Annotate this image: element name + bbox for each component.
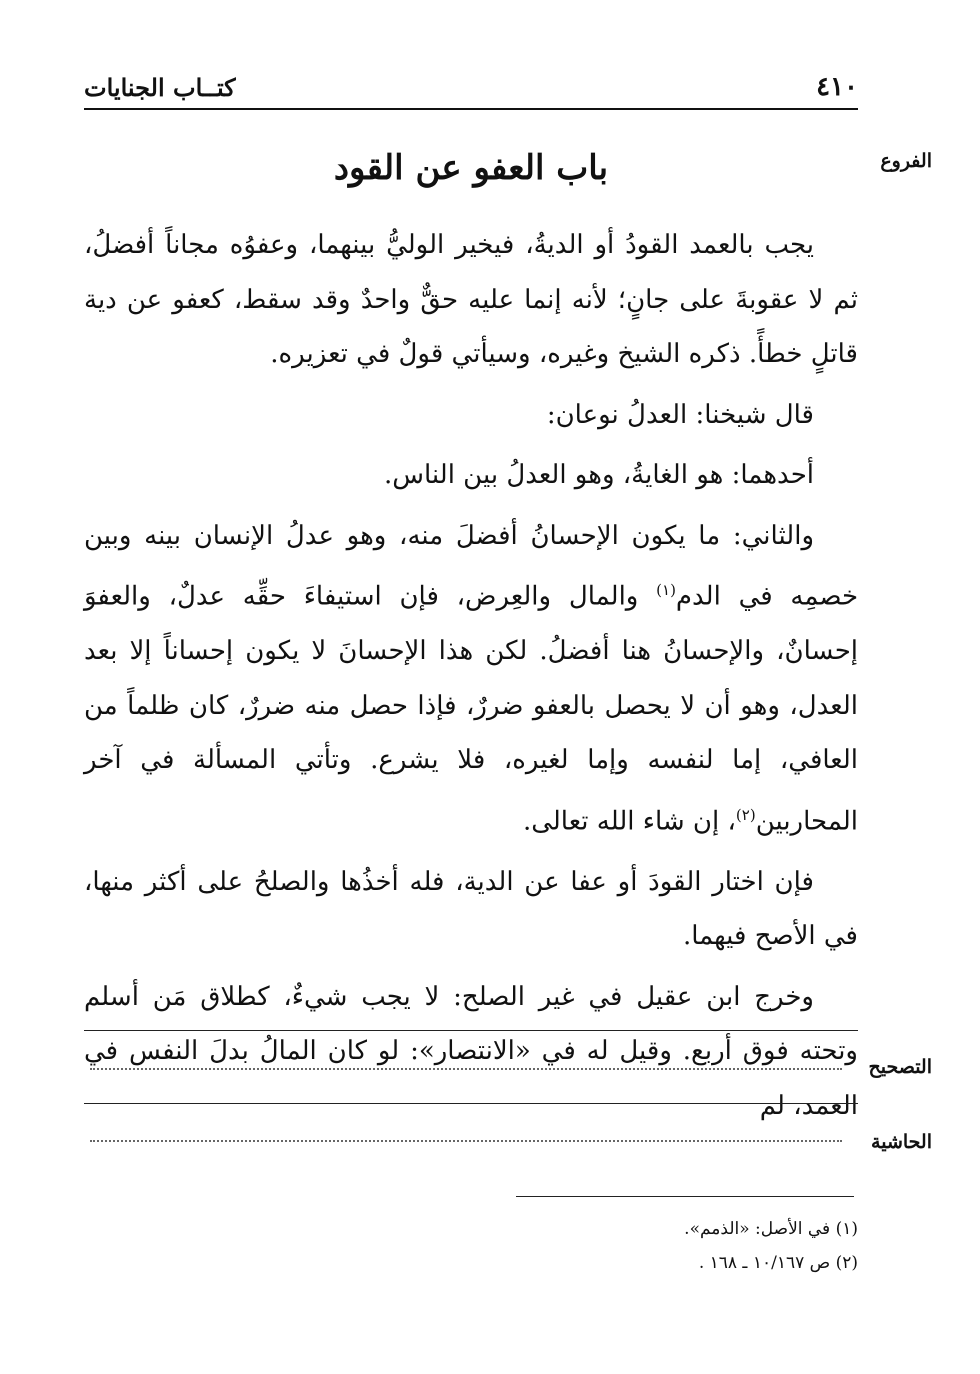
paragraph-5: فإن اختار القودَ أو عفا عن الدية، فله أخذُها والصلحُ على أكثر منها، في الأصح فيهما. (84, 866, 858, 952)
page-header (84, 62, 858, 110)
footnote-2: (٢) ص ١٠/١٦٧ ـ ١٦٨ . (698, 1253, 858, 1273)
footnotes (420, 1212, 858, 1280)
separator-rule-top (84, 1030, 858, 1031)
paragraph-4-part-b: والمال والعِرض، فإن استيفاءَ حقِّه عدلٌ، والعفوَ إحسانٌ، والإحسانُ هنا أفضلُ. لكن هذا الإحسانَ لا يكون إحساناً إلا بعد العدل، وهو أن لا يحصل بالعفو ضررٌ، فإذا حصل منه ضررٌ، كان ظلماً من العافي، إما لنفسه وإما لغيره، فلا يشرع. وتأتي المسألة في آخر المحاربين (84, 581, 858, 837)
footnote-separator (516, 1196, 854, 1197)
paragraph-4-part-c: ، إن شاء الله تعالى. (522, 806, 736, 837)
paragraph-3: أحدهما: هو الغايةُ، وهو العدلُ بين الناس. (384, 460, 814, 490)
page-number: ٤١٠ (816, 72, 858, 102)
paragraph-4-part-a: والثاني: ما يكون الإحسانُ أفضلَ منه، وهو عدلُ الإنسان بينه وبين خصمِه في الدم (84, 520, 859, 612)
paragraph-1: يجب بالعمد القودُ أو الديةُ، فيخير الوليُّ بينهما، وعفوُه مجاناً أفضلُ، ثم لا عقوبةَ على جانٍ؛ لأنه إنما عليه حقٌّ واحدٌ وقد سقط، كعفو عن دية قاتلٍ خطأً. ذكره الشيخ وغيره، وسيأتي قولٌ في تعزيره. (84, 230, 858, 369)
main-text (84, 218, 858, 1139)
footnote-ref-2[interactable]: (٢) (735, 805, 756, 824)
paragraph-6: وخرج ابن عقيل في غير الصلح: لا يجب شيءٌ، كطلاق مَن أسلم وتحته فوق أربع. وقيل له في «الانتصار»: لو كان المالُ بدلَ النفس في العمد، لم (84, 981, 858, 1121)
footnote-1: (١) في الأصل: «الذمم». (684, 1219, 858, 1239)
paragraph-4 (84, 509, 858, 849)
chapter-title: باب العفو عن القود (333, 148, 609, 188)
separator-rule-middle (84, 1103, 858, 1104)
tashih-dotted-line (90, 1068, 842, 1070)
running-title: كتــاب الجنايات (84, 73, 236, 102)
side-label-hashiya: الحاشية (871, 1131, 932, 1153)
side-label-furu: الفروع (880, 150, 932, 172)
side-label-tashih: التصحيح (868, 1056, 932, 1078)
footnote-ref-1[interactable]: (١) (656, 581, 676, 599)
hashiya-dotted-line (90, 1140, 842, 1142)
paragraph-2: قال شيخنا: العدلُ نوعان: (546, 399, 814, 430)
